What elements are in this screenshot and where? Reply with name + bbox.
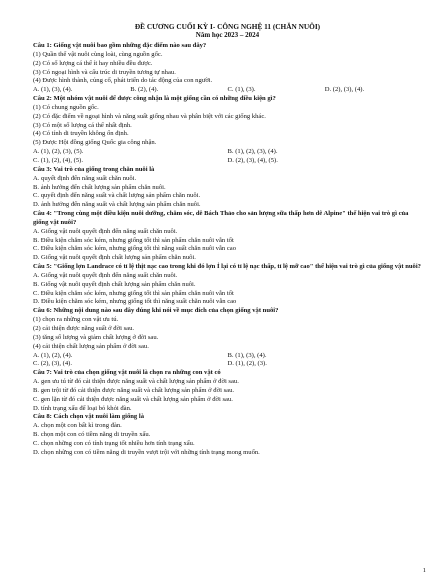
option-a: A. gen ưu tú từ đó cải thiện được năng suất và chất lượng sản phẩm ở đời sau. [33,378,239,386]
option-c: C. gen lặn từ đó cải thiện được năng suất và chất lượng sản phẩm ở đời sau. [33,395,233,403]
question-2-item: (1) Có chung nguồn gốc. [33,103,99,111]
option-c: C. (2), (3), (4). [33,360,73,368]
question-8-stem: Câu 8: Cách chọn vật nuôi làm giống là [33,413,145,421]
option-c: C. Điều kiện chăm sóc kém, nhưng giống tốt thì sản phẩm chăn nuôi vẫn tốt [33,289,234,297]
question-1-item: (4) Được hình thành, củng cố, phát triển do tác động của con người. [33,77,213,85]
question-6-options [33,352,422,361]
option-d: D. Điều kiện chăm sóc kém, nhưng giống tốt thì năng suất chăn nuôi vẫn cao [33,298,237,306]
question-1-stem: Câu 1: Giống vật nuôi bao gồm những đặc điểm nào sau đây? [33,42,207,49]
option-a: A. (1), (2), (3), (5). [33,148,84,156]
option-a: A. Giống vật nuôi quyết định đến năng suất chăn nuôi. [33,271,178,279]
option-a: A. chọn một con bất kì trong đàn. [33,422,122,430]
question-1-item: (2) Có số lượng cá thể ít hay nhiều đều được. [33,59,153,67]
question-6-stem: Câu 6: Những nội dung nào sau đây đúng khi nói về mục đích của chọn giống vật nuôi? [33,307,279,315]
question-5-stem: Câu 5: "Giống lợn Landrace có tỉ lệ thịt nạc cao trong khi đó lợn Ỉ lại có tỉ lệ nạc thấp, tỉ lệ mỡ cao" thể hiện vai trò gì của giống vật nuôi? [33,263,421,271]
option-a: A. quyết định đến năng suất chăn nuôi. [33,174,137,182]
question-1-item: (1) Quần thể vật nuôi cùng loài, cùng nguồn gốc. [33,50,163,58]
question-3-stem: Câu 3: Vai trò của giống trong chăn nuôi là [33,165,155,173]
question-6-item: (3) tăng số lượng và giảm chất lượng ở đời sau. [33,333,159,341]
option-d: D. Giống vật nuôi quyết định chất lượng sản phẩm chăn nuôi. [33,254,196,262]
option-d: D. (2), (3), (4). [324,86,365,94]
option-b: B. (1), (2), (3), (4). [227,148,278,156]
option-b: B. (2), (4). [130,86,159,94]
option-b: B. ảnh hưởng đến chất lượng sản phẩm chăn nuôi. [33,183,166,191]
document-subtitle: Năm học 2023 – 2024 [195,31,260,39]
option-b: B. Giống vật nuôi quyết định chất lượng sản phẩm chăn nuôi. [33,280,196,288]
page-number: 1 [422,567,426,574]
question-2-options [33,148,422,157]
option-a: A. Giống vật nuôi quyết định đến năng suất chăn nuôi. [33,227,178,235]
question-2-item: (4) Có tính di truyền không ổn định. [33,130,129,138]
option-a: A. (1), (2), (4). [33,351,73,359]
question-1-item: (3) Có ngoại hình và cấu trúc di truyền tương tự nhau. [33,68,176,76]
option-b: B. (1), (3), (4). [227,351,267,359]
option-c: C. Điều kiện chăm sóc kém, nhưng giống tốt thì năng suất chăn nuôi vẫn cao [33,245,236,253]
option-a: A. (1), (3), (4). [33,86,73,94]
question-4-stem: Câu 4: "Trong cùng một điều kiện nuôi dưỡng, chăm sóc, dê Bách Thảo cho sản lượng sữa thấp hơn dê Alpine" thể hiện vai trò gì của giống vật nuôi? [33,210,409,226]
question-6-options [33,360,422,369]
option-d: D. tính trạng xấu để loại bỏ khỏi đàn. [33,404,132,412]
option-c: C. quyết định đến năng suất và chất lượng sản phẩm chăn nuôi. [33,192,201,200]
question-2-item: (2) Có đặc điểm về ngoại hình và năng suất giống nhau và phân biệt với các giống khác. [33,112,266,120]
question-6-item: (1) chọn ra những con vật ưu tú. [33,316,119,324]
question-7-stem: Câu 7: Vai trò của chọn giống vật nuôi là chọn ra những con vật có [33,369,221,377]
option-b: B. chọn một con có tiềm năng di truyền xấu. [33,431,151,439]
question-6-item: (4) cải thiện chất lượng sản phẩm ở đời sau. [33,342,149,350]
question-2-item: (3) Có một số lượng cá thể nhất định. [33,121,132,129]
question-6-item: (2) cải thiện được năng suất ở đời sau. [33,325,135,332]
option-b: B. Điều kiện chăm sóc kém, nhưng giống tốt thì sản phẩm chăn nuôi vẫn tốt [33,236,234,244]
option-b: B. gen trội từ đó cải thiện được năng suất và chất lượng sản phẩm ở đời sau. [33,386,235,394]
option-d: D. chọn những con có tiềm năng di truyền vượt trội với những tính trạng mong muốn. [33,448,260,456]
question-2-item: (5) Được Hội đồng giống Quốc gia công nhận. [33,139,157,147]
option-c: C. (1), (3). [227,86,256,94]
option-d: D. ảnh hưởng đến năng suất và chất lượng sản phẩm chăn nuôi. [33,201,201,209]
option-d: D. (1), (2), (3). [227,360,267,368]
option-c: C. chọn những con có tính trạng tốt nhiều hơn tính trạng xấu. [33,439,195,447]
option-d: D. (2), (3), (4), (5). [227,156,278,164]
question-2-stem: Câu 2: Một nhóm vật nuôi để được công nhận là một giống cần có những điều kiện gì? [33,95,276,103]
option-c: C. (1), (2), (4), (5). [33,156,83,164]
question-2-options [33,157,422,166]
question-1-options [33,86,422,95]
document-title: ĐỀ CƯƠNG CUỐI KỲ I- CÔNG NGHỆ 11 (CHĂN NUÔI) [134,22,321,31]
